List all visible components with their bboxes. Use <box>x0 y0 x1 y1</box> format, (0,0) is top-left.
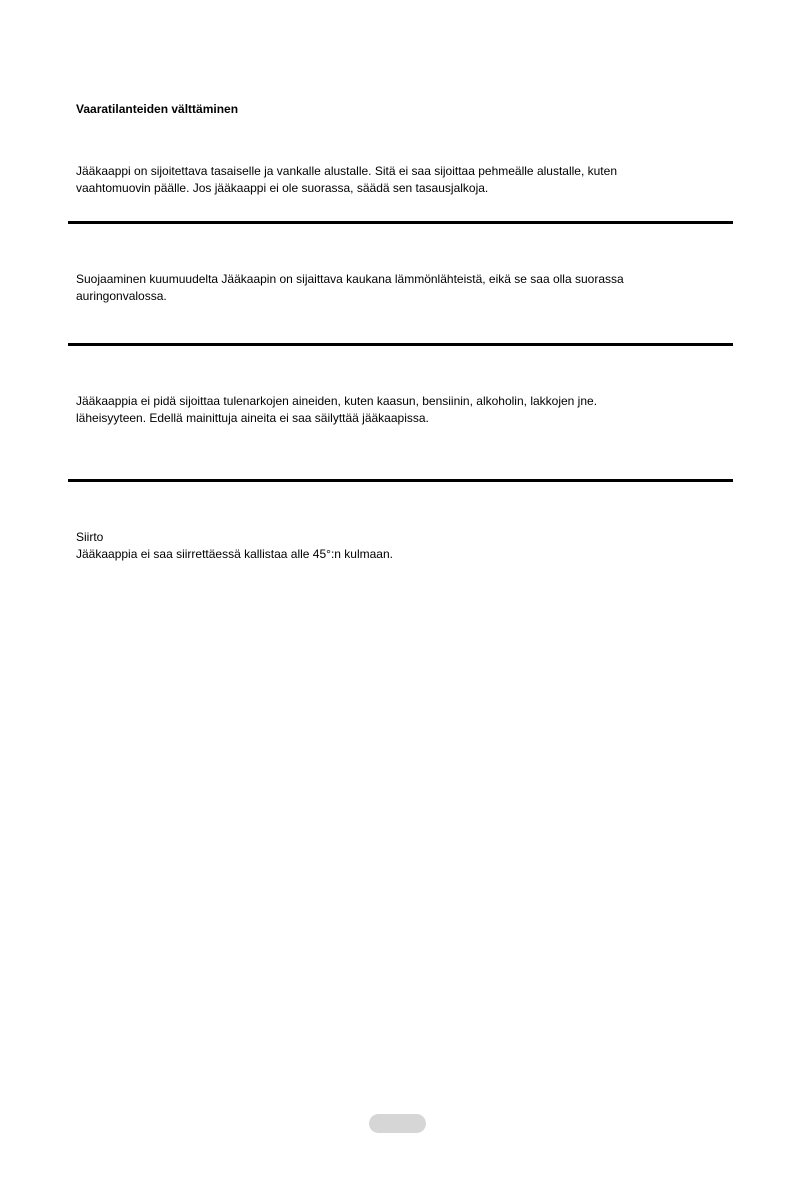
page-heading: Vaaratilanteiden välttäminen <box>76 102 239 116</box>
paragraph-line: Jääkaappia ei saa siirrettäessä kallistaa alle 45°:n kulmaan. <box>76 547 393 561</box>
paragraph-line: Jääkaappi on sijoitettava tasaiselle ja vankalle alustalle. Sitä ei saa sijoittaa pehmeälle alustalle, kuten <box>76 164 617 178</box>
divider <box>68 343 733 346</box>
paragraph-flammables <box>76 393 736 427</box>
paragraph-line: läheisyyteen. Edellä mainittuja aineita ei saa säilyttää jääkaapissa. <box>76 411 429 425</box>
paragraph-line: vaahtomuovin päälle. Jos jääkaappi ei ole suorassa, säädä sen tasausjalkoja. <box>76 181 489 195</box>
divider <box>68 221 733 224</box>
paragraph-line: Jääkaappia ei pidä sijoittaa tulenarkojen aineiden, kuten kaasun, bensiinin, alkoholin, lakkojen jne. <box>76 394 598 408</box>
paragraph-moving <box>76 529 736 563</box>
page-number-badge <box>369 1114 426 1133</box>
subheading-siirto: Siirto <box>76 530 104 544</box>
paragraph-line: auringonvalossa. <box>76 289 167 303</box>
paragraph-placement <box>76 163 736 197</box>
divider <box>68 479 733 482</box>
paragraph-line: Suojaaminen kuumuudelta Jääkaapin on sijaittava kaukana lämmönlähteistä, eikä se saa olla suorassa <box>76 272 624 286</box>
paragraph-heat-protection <box>76 271 736 305</box>
